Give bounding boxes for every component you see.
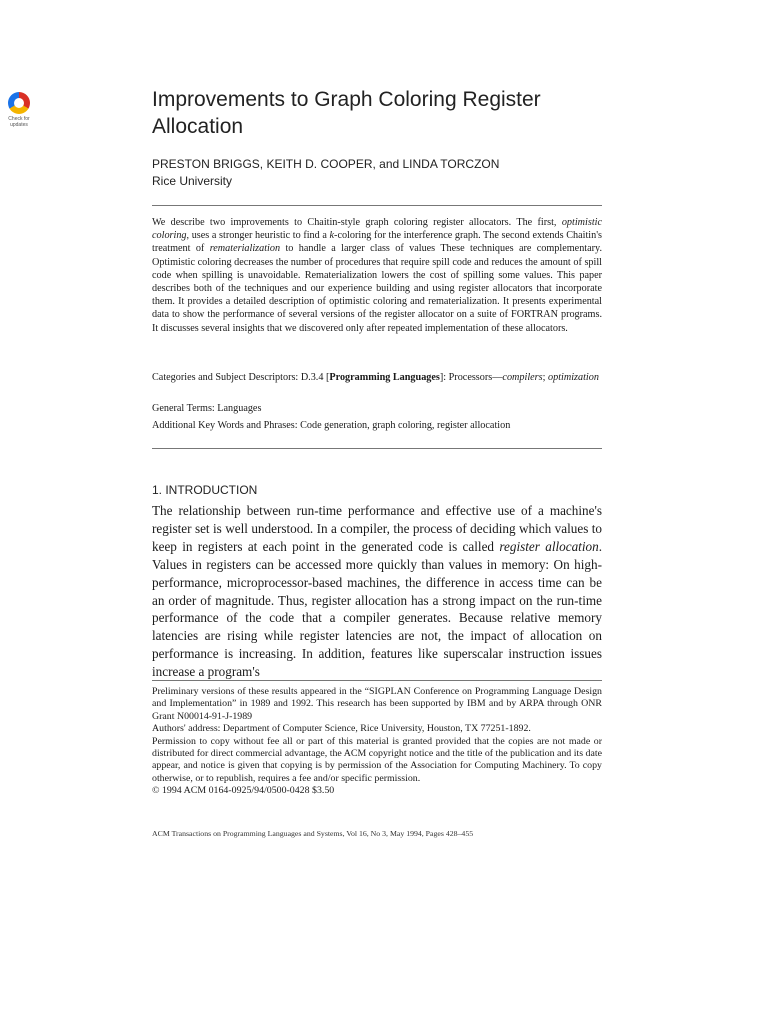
top-divider xyxy=(152,205,602,206)
abstract-term: optimistic coloring xyxy=(152,217,602,242)
footnote-address: Authors' address: Department of Computer Science, Rice University, Houston, TX 77251-1892. xyxy=(152,723,531,735)
categories-bold: Programming Languages xyxy=(329,372,440,383)
categories-term: optimization xyxy=(548,372,599,383)
abstract-term: rematerialization xyxy=(209,243,281,255)
abstract-text: We describe two improvements to Chaitin-style graph coloring register allocators. The first, xyxy=(152,217,562,228)
categories-text: ; xyxy=(542,372,548,383)
check-for-updates-badge[interactable] xyxy=(4,92,34,128)
footnote-copyright: © 1994 ACM 0164-0925/94/0500-0428 $3.50 xyxy=(152,785,335,797)
section-heading: 1. INTRODUCTION xyxy=(152,483,258,497)
abstract-text: , uses a stronger heuristic to find a xyxy=(186,230,330,242)
categories-text: Categories and Subject Descriptors: D.3.4 [ xyxy=(152,372,330,383)
badge-label: Check for updates xyxy=(8,116,30,128)
abstract-term: k xyxy=(329,230,335,242)
categories-line xyxy=(152,371,602,385)
author-names: PRESTON BRIGGS, KEITH D. COOPER, and LINDA TORCZON xyxy=(152,157,500,171)
general-terms: General Terms: Languages xyxy=(152,403,262,414)
footnote xyxy=(152,686,602,798)
abstract xyxy=(152,216,602,335)
abstract-text: to handle a larger class of values These techniques are complementary. Optimistic coloring decreases the number of procedures that require spill code and reduces the amount of spill code when spilling is unavoidable. Rematerialization lowers the cost of spilling some values. This paper describes both of the techniques and our experience building and using register allocators that incorporate them. It provides a detailed description of optimistic coloring and rematerialization. It presents experimental data to show the performance of several versions of the register allocator on a suite of FORTRAN programs. It discusses several insights that we discovered only after repeated implementation of these allocators. xyxy=(152,243,603,334)
keywords: Additional Key Words and Phrases: Code generation, graph coloring, register allocation xyxy=(152,420,511,431)
intro-text: . Values in registers can be accessed more quickly than values in memory: On high-performance, microprocessor-based machines, the difference in access time can be an order of magnitude. Thus, register allocation has a strong impact on the run-time performance of the code that a compiler generates. Because relative memory latencies are rising while register latencies are not, the impact of allocation on performance is increasing. In addition, features like superscalar instruction issues increase a program's xyxy=(152,538,602,680)
paper-title: Improvements to Graph Coloring Register Allocation xyxy=(152,88,541,138)
footnote-divider xyxy=(152,680,602,681)
categories-term: compilers xyxy=(502,372,543,383)
author-block xyxy=(152,156,499,190)
bottom-divider xyxy=(152,448,602,449)
footnote-funding: Preliminary versions of these results appeared in the “SIGPLAN Conference on Programming Language Design and Implementation” in 1989 and 1992. This research has been supported by IBM and by ARPA through ONR Grant N00014-91-J-1989 xyxy=(152,686,602,722)
crossmark-icon xyxy=(8,92,30,114)
footnote-permission: Permission to copy without fee all or part of this material is granted provided that the copies are not made or distributed for direct commercial advantage, the ACM copyright notice and the title of the publication and its date appear, and notice is given that copying is by permission of the Association for Computing Machinery. To copy otherwise, or to republish, requires a fee and/or specific permission. xyxy=(152,735,602,784)
intro-paragraph xyxy=(152,502,602,681)
intro-term: register allocation xyxy=(499,538,599,554)
categories-text: ]: Processors— xyxy=(439,372,503,383)
journal-citation: ACM Transactions on Programming Languages and Systems, Vol 16, No 3, May 1994, Pages 428–455 xyxy=(152,829,474,838)
intro-text: The relationship between run-time performance and effective use of a machine's register set is well understood. In a compiler, the process of deciding which values to keep in registers at each point in the generated code is called xyxy=(152,503,602,554)
abstract-text: -coloring for the interference graph. The second extends Chaitin's treatment of xyxy=(152,230,602,255)
affiliation: Rice University xyxy=(152,174,233,188)
